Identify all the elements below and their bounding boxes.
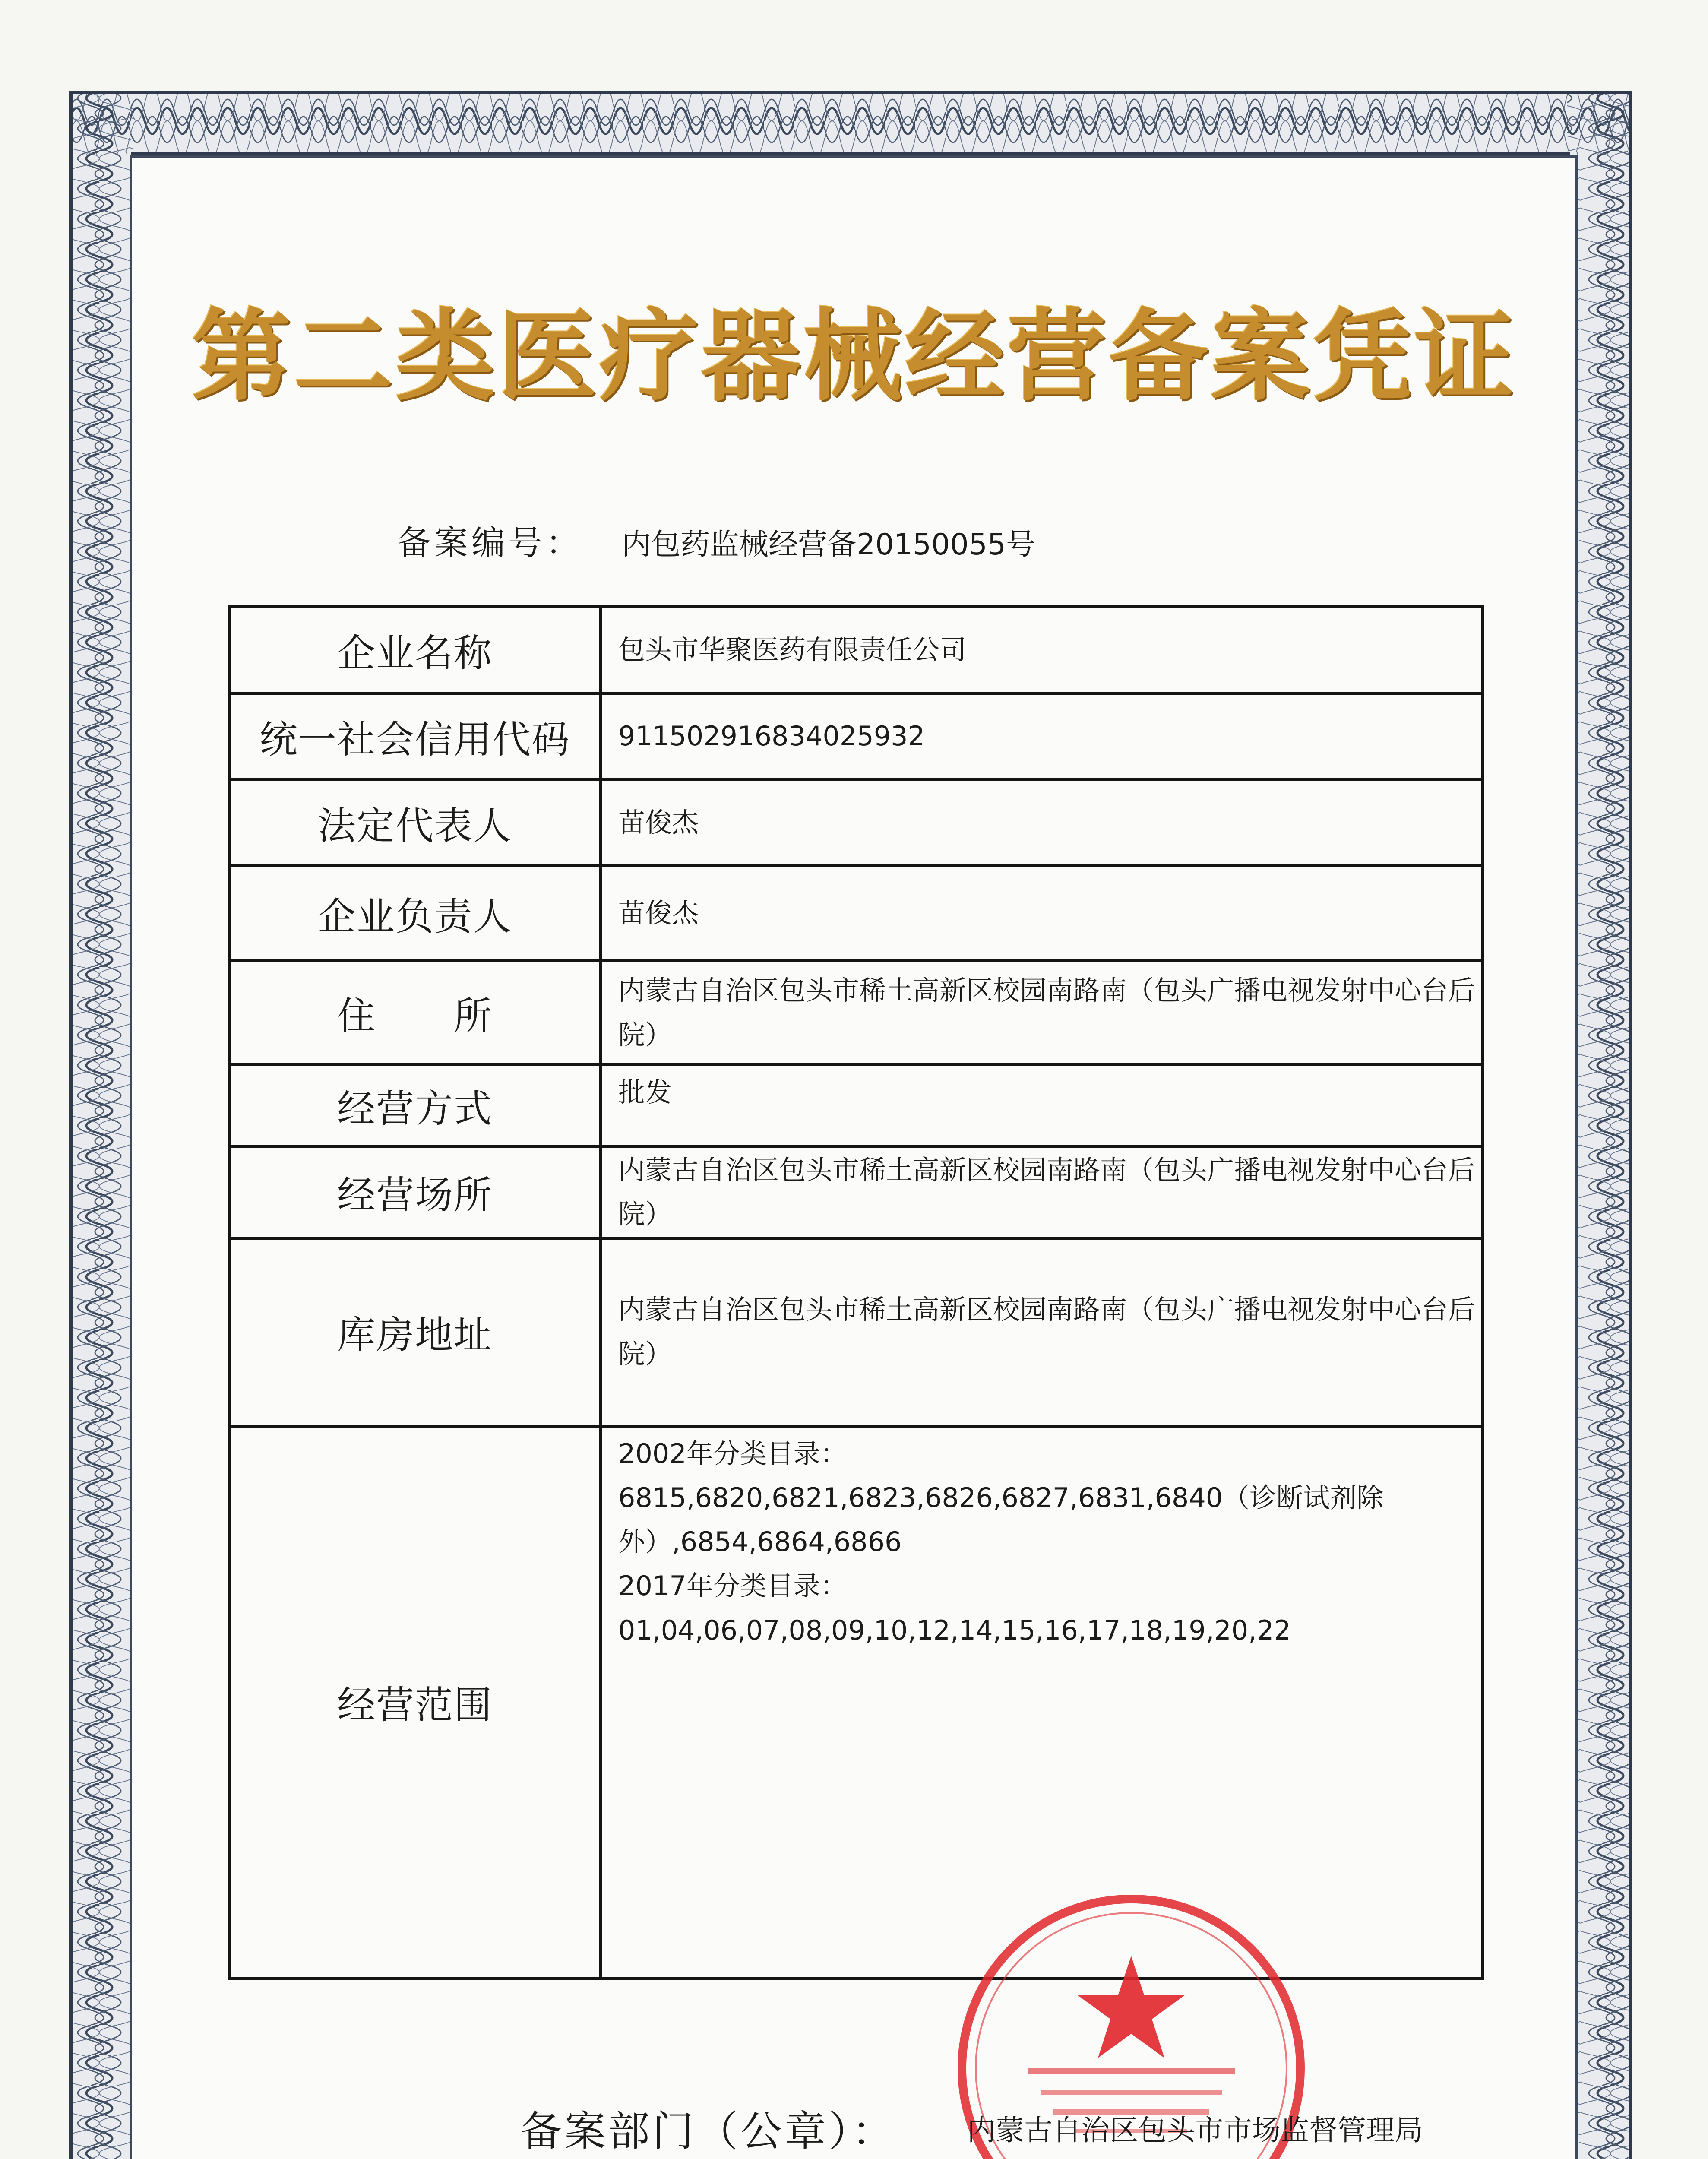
scope-line: 2002年分类目录：: [618, 1437, 847, 1469]
filing-department-value: 内蒙古自治区包头市市场监督管理局: [967, 2114, 1423, 2147]
field-label-business-mode: 经营方式: [230, 1065, 601, 1147]
field-value-domicile: 内蒙古自治区包头市稀土高新区校园南路南（包头广播电视发射中心台后院）: [601, 961, 1483, 1065]
field-label-credit-code: 统一社会信用代码: [230, 693, 601, 780]
table-row: [230, 607, 1483, 693]
field-label-business-premises: 经营场所: [230, 1147, 601, 1238]
scope-line: 01,04,06,07,08,09,10,12,14,15,16,17,18,19,20,22: [618, 1614, 1291, 1646]
table-row: [230, 866, 1483, 961]
field-value-company-name: 包头市华聚医药有限责任公司: [601, 607, 1483, 693]
scope-line: 2017年分类目录：: [618, 1570, 847, 1602]
field-value-credit-code: 911502916834025932: [601, 693, 1483, 780]
scope-line: 6815,6820,6821,6823,6826,6827,6831,6840（诊断试剂除外）,6854,6864,6866: [618, 1482, 1384, 1558]
info-table: [228, 605, 1484, 1980]
field-value-legal-rep: 苗俊杰: [601, 780, 1483, 866]
record-number-line: [397, 516, 1035, 564]
certificate-title: 第二类医疗器械经营备案凭证: [191, 298, 1516, 415]
table-row: [230, 1238, 1483, 1426]
filing-department-line: [520, 2099, 896, 2158]
field-label-warehouse-address: 库房地址: [230, 1238, 601, 1426]
record-number-label: 备案编号：: [397, 524, 583, 563]
table-row: [230, 693, 1483, 780]
field-label-domicile: 住 所: [230, 961, 601, 1065]
field-value-business-premises: 内蒙古自治区包头市稀土高新区校园南路南（包头广播电视发射中心台后院）: [601, 1147, 1483, 1238]
field-label-person-in-charge: 企业负责人: [230, 866, 601, 961]
field-label-business-scope: 经营范围: [230, 1426, 601, 1979]
field-value-warehouse-address: 内蒙古自治区包头市稀土高新区校园南路南（包头广播电视发射中心台后院）: [601, 1238, 1483, 1426]
table-row: [230, 780, 1483, 866]
table-row: [230, 1147, 1483, 1238]
record-number-value: 内包药监械经营备20150055号: [622, 528, 1036, 562]
table-row: [230, 961, 1483, 1065]
field-label-legal-rep: 法定代表人: [230, 780, 601, 866]
field-value-business-mode: 批发: [601, 1065, 1483, 1147]
table-row: [230, 1065, 1483, 1147]
field-label-company-name: 企业名称: [230, 607, 601, 693]
filing-department-label: 备案部门（公章）：: [520, 2107, 896, 2156]
field-value-person-in-charge: 苗俊杰: [601, 866, 1483, 961]
filing-department-value-wrap: [967, 2107, 1423, 2148]
